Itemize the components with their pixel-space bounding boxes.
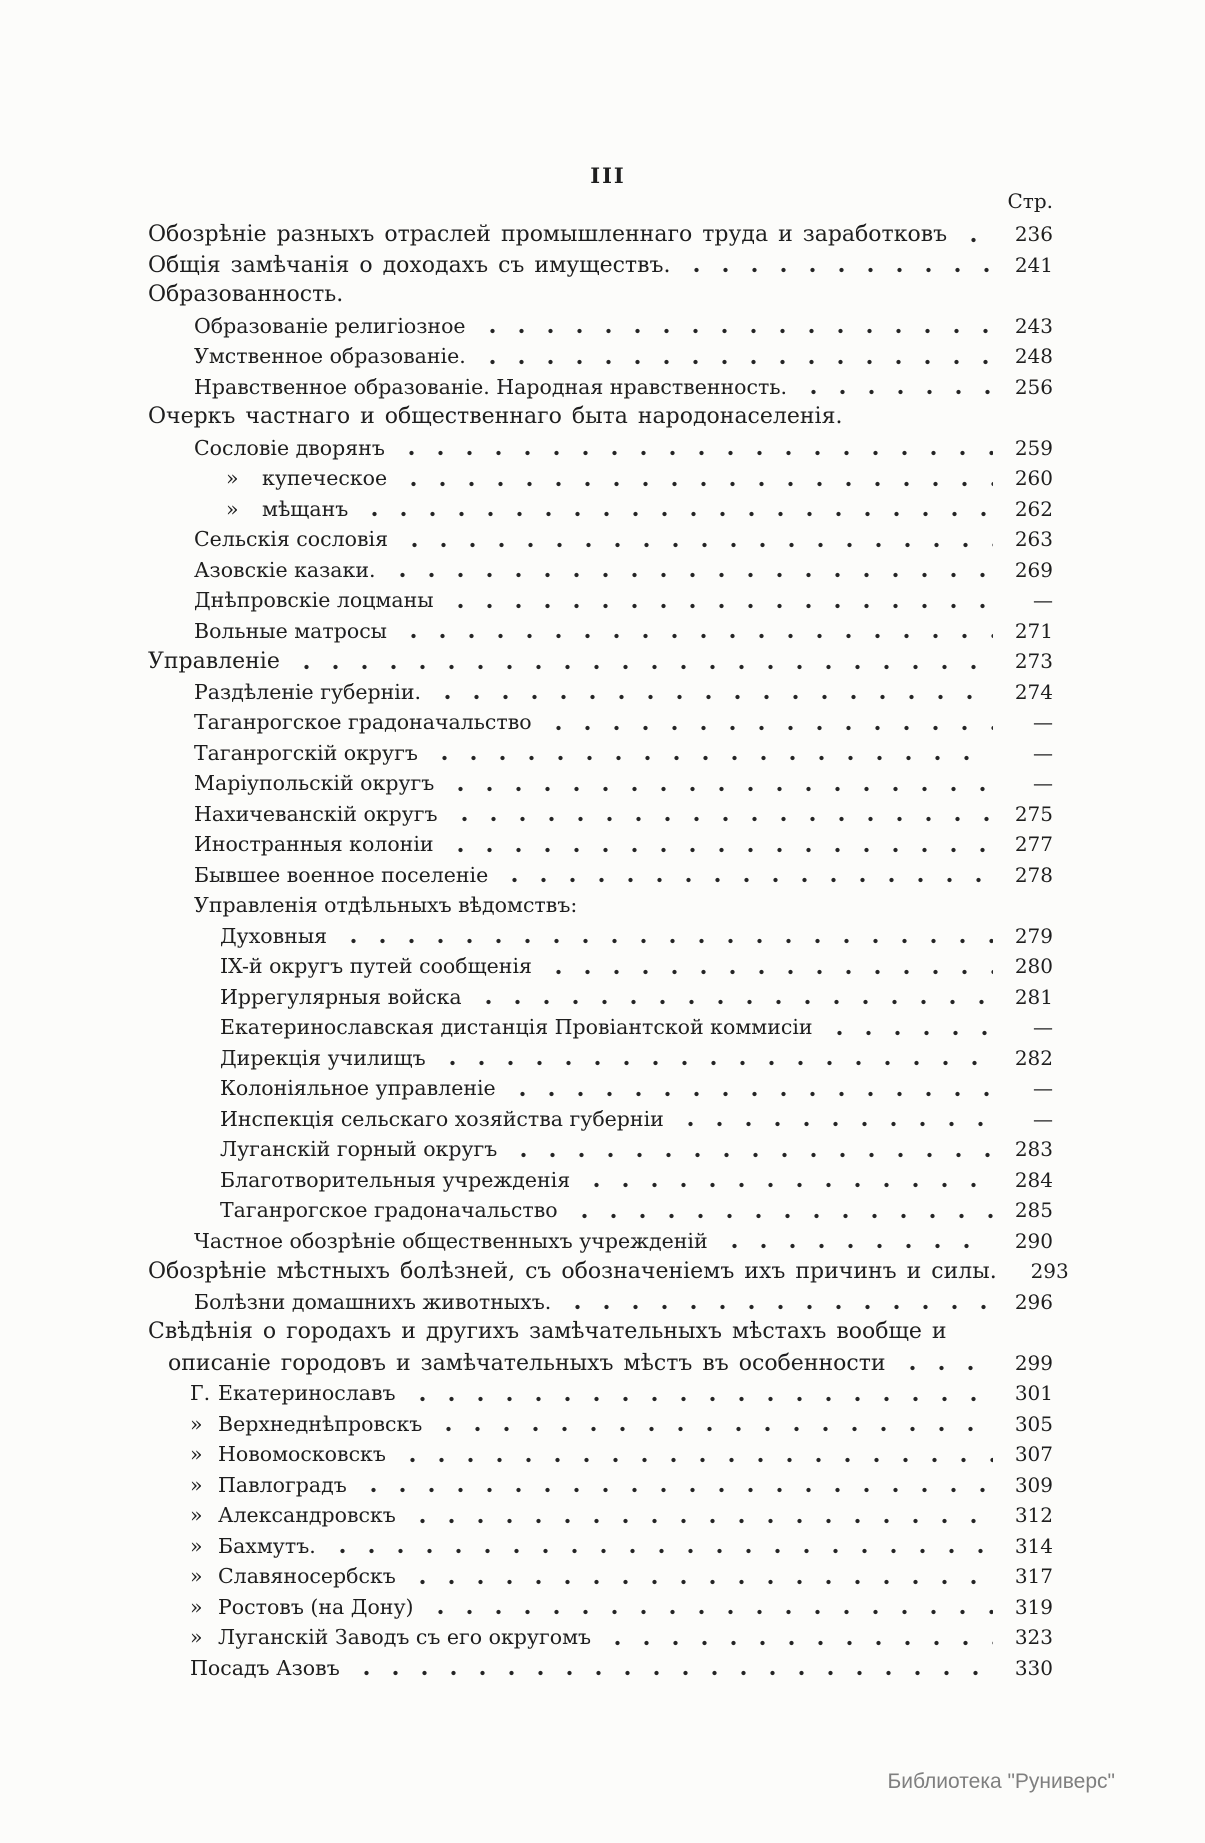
entry-page: 284 bbox=[1014, 1167, 1053, 1192]
entry-page: 274 bbox=[1014, 679, 1053, 704]
entry-title: Благотворительныя учрежденія bbox=[220, 1167, 571, 1192]
entry-marker: » bbox=[190, 1594, 203, 1619]
entry-title: описаніе городовъ и замѣчательныхъ мѣстъ въ особенности bbox=[168, 1350, 886, 1376]
entry-title: Бахмутъ. bbox=[218, 1533, 316, 1558]
toc-entry bbox=[226, 494, 1053, 525]
entry-title: Болѣзни домашнихъ животныхъ. bbox=[194, 1289, 552, 1314]
toc-entry bbox=[148, 646, 1053, 677]
dot-leader bbox=[438, 1043, 993, 1074]
toc-entry bbox=[194, 890, 1053, 921]
toc-entry bbox=[220, 1012, 1053, 1043]
dot-leader bbox=[570, 1195, 993, 1226]
toc-entry bbox=[220, 1165, 1053, 1196]
entry-page: 323 bbox=[1014, 1625, 1053, 1649]
entry-title: Обозрѣніе разныхъ отраслей промышленнаго труда и заработковъ bbox=[148, 222, 948, 247]
entry-page: 275 bbox=[1014, 801, 1053, 826]
dot-leader bbox=[898, 1348, 993, 1379]
toc-entry bbox=[194, 585, 1053, 616]
toc-entry bbox=[226, 463, 1053, 494]
entry-title: Таганрогское градоначальство bbox=[194, 710, 532, 734]
toc-entry bbox=[194, 433, 1053, 464]
entry-page: 290 bbox=[1014, 1228, 1053, 1253]
entry-page: 305 bbox=[1014, 1411, 1053, 1436]
toc-entry bbox=[220, 1104, 1053, 1135]
toc-entry bbox=[168, 1348, 1053, 1379]
toc-entry bbox=[194, 768, 1053, 799]
dot-leader bbox=[446, 585, 993, 616]
toc-entry bbox=[190, 1531, 1053, 1562]
entry-page: 279 bbox=[1014, 923, 1053, 948]
entry-title: IX-й округъ путей сообщенія bbox=[220, 954, 532, 978]
entry-page: 330 bbox=[1014, 1655, 1053, 1680]
toc-entry bbox=[220, 1134, 1053, 1165]
entry-marker: » bbox=[190, 1564, 203, 1588]
entry-title: Верхнеднѣпровскъ bbox=[218, 1411, 423, 1436]
entry-title: Дирекція училищъ bbox=[220, 1045, 426, 1070]
entry-title: Образованность. bbox=[148, 282, 344, 307]
entry-page: — bbox=[1033, 710, 1053, 734]
entry-title: Таганрогскій округъ bbox=[194, 740, 418, 765]
toc-entry bbox=[190, 1622, 1053, 1653]
toc-list bbox=[148, 219, 1069, 1683]
entry-page: 281 bbox=[1014, 984, 1053, 1009]
entry-page: 278 bbox=[1014, 862, 1053, 887]
entry-title: Новомосковскъ bbox=[218, 1442, 386, 1466]
entry-title: Свѣдѣнія о городахъ и другихъ замѣчательныхъ мѣстахъ вообще и bbox=[148, 1319, 947, 1344]
toc-entry bbox=[194, 616, 1053, 647]
entry-title: Азовскіе казаки. bbox=[194, 557, 376, 582]
dot-leader bbox=[544, 707, 993, 738]
entry-title: купеческое bbox=[262, 466, 388, 490]
entry-page: 236 bbox=[1014, 222, 1053, 246]
entry-page: — bbox=[1033, 1015, 1053, 1039]
dot-leader bbox=[959, 1317, 993, 1348]
entry-title: Управленіе bbox=[148, 649, 280, 674]
entry-page: 299 bbox=[1014, 1350, 1053, 1375]
entry-title: Обозрѣніе мѣстныхъ болѣзней, съ обозначеніемъ ихъ причинъ и силы. bbox=[148, 1259, 997, 1284]
toc-entry bbox=[190, 1470, 1053, 1501]
toc-entry bbox=[190, 1592, 1053, 1623]
dot-leader bbox=[397, 433, 993, 464]
entry-title: Управленія отдѣльныхъ вѣдомствъ: bbox=[194, 893, 578, 917]
entry-page: 296 bbox=[1014, 1289, 1053, 1314]
dot-leader bbox=[339, 921, 993, 952]
entry-page: 307 bbox=[1014, 1442, 1053, 1466]
entry-page: 312 bbox=[1014, 1503, 1053, 1527]
dot-leader bbox=[450, 799, 993, 830]
toc-entry bbox=[194, 1226, 1053, 1257]
dot-leader bbox=[478, 311, 993, 342]
entry-page: 280 bbox=[1014, 954, 1053, 978]
library-watermark: Библиотека "Руниверс" bbox=[887, 1770, 1115, 1793]
page-column-header: Стр. bbox=[1007, 189, 1053, 213]
dot-leader bbox=[408, 1500, 993, 1531]
entry-title: Таганрогское градоначальство bbox=[220, 1198, 558, 1222]
entry-page: 317 bbox=[1014, 1564, 1053, 1588]
entry-title: Инспекція сельскаго хозяйства губерніи bbox=[220, 1106, 664, 1131]
toc-entry bbox=[194, 341, 1053, 372]
entry-title: Колоніяльное управленіе bbox=[220, 1076, 496, 1100]
entry-title: Сословіе дворянъ bbox=[194, 435, 385, 460]
entry-title: Маріупольскій округъ bbox=[194, 771, 435, 795]
entry-marker: Г. bbox=[190, 1381, 211, 1405]
toc-entry bbox=[190, 1378, 1053, 1409]
entry-title: Иностранныя колоніи bbox=[194, 832, 434, 856]
dot-leader bbox=[682, 250, 993, 281]
dot-leader bbox=[589, 890, 993, 921]
dot-leader bbox=[508, 1073, 993, 1104]
entry-marker: » bbox=[226, 466, 239, 490]
entry-title: Екатеринославская дистанція Провіантской коммисіи bbox=[220, 1015, 813, 1039]
toc-entry bbox=[194, 524, 1053, 555]
dot-leader bbox=[720, 1226, 993, 1257]
toc-entry bbox=[220, 1195, 1053, 1226]
entry-title: Днѣпровскіе лоцманы bbox=[194, 588, 434, 612]
dot-leader bbox=[854, 402, 993, 433]
toc-entry bbox=[220, 1043, 1053, 1074]
dot-leader bbox=[509, 1134, 993, 1165]
dot-leader bbox=[582, 1165, 993, 1196]
entry-marker: » bbox=[190, 1442, 203, 1466]
entry-title: Духовныя bbox=[220, 923, 328, 948]
entry-title: Частное обозрѣніе общественныхъ учрежденій bbox=[194, 1228, 708, 1253]
dot-leader bbox=[360, 494, 993, 525]
toc-entry bbox=[194, 372, 1053, 403]
dot-leader bbox=[408, 1378, 993, 1409]
entry-title: Вольные матросы bbox=[194, 618, 387, 643]
dot-leader bbox=[408, 1561, 993, 1592]
toc-entry bbox=[190, 1439, 1053, 1470]
entry-page: 263 bbox=[1014, 527, 1053, 551]
dot-leader bbox=[446, 768, 993, 799]
dot-leader bbox=[399, 463, 993, 494]
dot-leader bbox=[328, 1531, 993, 1562]
dot-leader bbox=[400, 524, 993, 555]
toc-entry bbox=[148, 250, 1053, 281]
entry-page: — bbox=[1033, 740, 1053, 765]
toc-entry bbox=[148, 280, 1053, 311]
dot-leader bbox=[434, 1409, 993, 1440]
entry-page: 285 bbox=[1014, 1198, 1053, 1222]
entry-title: Иррегулярныя войска bbox=[220, 984, 462, 1009]
entry-title: Посадъ Азовъ bbox=[190, 1655, 340, 1680]
entry-page: 282 bbox=[1014, 1045, 1053, 1070]
toc-entry bbox=[194, 738, 1053, 769]
entry-marker: » bbox=[190, 1625, 203, 1649]
entry-marker: » bbox=[226, 496, 239, 521]
dot-leader bbox=[292, 646, 993, 677]
entry-page: 241 bbox=[1014, 252, 1053, 277]
toc-entry bbox=[148, 219, 1053, 250]
dot-leader bbox=[563, 1287, 993, 1318]
entry-page: 248 bbox=[1014, 344, 1053, 368]
dot-leader bbox=[959, 219, 993, 250]
entry-marker: » bbox=[190, 1472, 203, 1497]
entry-page: 273 bbox=[1014, 649, 1053, 673]
toc-entry bbox=[148, 402, 1053, 433]
entry-title: Очеркъ частнаго и общественнаго быта народонаселенія. bbox=[148, 404, 843, 429]
entry-title: Сельскія сословія bbox=[194, 527, 388, 551]
toc-entry bbox=[194, 707, 1053, 738]
toc-entry bbox=[194, 860, 1053, 891]
toc-entry bbox=[194, 677, 1053, 708]
entry-marker: » bbox=[190, 1533, 203, 1558]
entry-page: 301 bbox=[1014, 1381, 1053, 1405]
toc-entry bbox=[194, 799, 1053, 830]
dot-leader bbox=[544, 951, 993, 982]
entry-title: Екатеринославъ bbox=[218, 1381, 396, 1405]
toc-entry bbox=[148, 1256, 1069, 1287]
toc-entry bbox=[190, 1653, 1053, 1684]
entry-title: Александровскъ bbox=[218, 1503, 396, 1527]
entry-page: 262 bbox=[1014, 496, 1053, 521]
dot-leader bbox=[426, 1592, 993, 1623]
dot-leader bbox=[676, 1104, 993, 1135]
entry-page: 271 bbox=[1014, 618, 1053, 643]
entry-page: 309 bbox=[1014, 1472, 1053, 1497]
entry-title: Бывшее военное поселеніе bbox=[194, 862, 489, 887]
entry-title: Луганскій Заводъ съ его округомъ bbox=[218, 1625, 592, 1649]
entry-marker: » bbox=[190, 1411, 203, 1436]
entry-title: Нахичеванскій округъ bbox=[194, 801, 438, 826]
entry-title: Нравственное образованіе. Народная нравственность. bbox=[194, 374, 788, 399]
dot-leader bbox=[433, 677, 993, 708]
entry-page: — bbox=[1033, 1076, 1053, 1100]
entry-page: 243 bbox=[1014, 313, 1053, 338]
dot-leader bbox=[388, 555, 993, 586]
entry-title: Павлоградъ bbox=[218, 1472, 347, 1497]
toc-entry bbox=[220, 1073, 1053, 1104]
dot-leader bbox=[359, 1470, 993, 1501]
entry-title: Раздѣленіе губерніи. bbox=[194, 679, 422, 704]
toc-entry bbox=[220, 951, 1053, 982]
dot-leader bbox=[399, 616, 993, 647]
dot-leader bbox=[825, 1012, 993, 1043]
entry-title: Ростовъ (на Дону) bbox=[218, 1594, 414, 1619]
entry-title: Общія замѣчанія о доходахъ съ имуществъ. bbox=[148, 252, 671, 278]
entry-title: мѣщанъ bbox=[262, 496, 349, 521]
toc-entry bbox=[194, 555, 1053, 586]
toc-entry bbox=[190, 1409, 1053, 1440]
entry-page: 260 bbox=[1014, 466, 1053, 490]
entry-page: 314 bbox=[1014, 1533, 1053, 1558]
entry-page: 269 bbox=[1014, 557, 1053, 582]
entry-page: — bbox=[1033, 1106, 1053, 1131]
page-number-roman: III bbox=[590, 163, 626, 188]
entry-marker: » bbox=[190, 1503, 203, 1527]
entry-page: 293 bbox=[1030, 1259, 1069, 1283]
dot-leader bbox=[398, 1439, 993, 1470]
entry-page: 319 bbox=[1014, 1594, 1053, 1619]
dot-leader bbox=[430, 738, 993, 769]
entry-page: 283 bbox=[1014, 1137, 1053, 1161]
dot-leader bbox=[446, 829, 993, 860]
dot-leader bbox=[478, 341, 993, 372]
entry-title: Умственное образованіе. bbox=[194, 344, 466, 368]
entry-page: 256 bbox=[1014, 374, 1053, 399]
entry-page: 277 bbox=[1014, 832, 1053, 856]
entry-page: 259 bbox=[1014, 435, 1053, 460]
dot-leader bbox=[474, 982, 993, 1013]
dot-leader bbox=[799, 372, 993, 403]
entry-title: Образованіе религіозное bbox=[194, 313, 466, 338]
dot-leader bbox=[500, 860, 993, 891]
toc-entry bbox=[220, 982, 1053, 1013]
dot-leader bbox=[355, 280, 993, 311]
toc-entry bbox=[220, 921, 1053, 952]
dot-leader bbox=[603, 1622, 993, 1653]
toc-entry bbox=[194, 311, 1053, 342]
entry-page: — bbox=[1033, 771, 1053, 795]
toc-entry bbox=[190, 1561, 1053, 1592]
toc-entry bbox=[194, 829, 1053, 860]
toc-entry bbox=[148, 1317, 1053, 1348]
entry-title: Луганскій горный округъ bbox=[220, 1137, 498, 1161]
dot-leader bbox=[352, 1653, 993, 1684]
toc-entry bbox=[194, 1287, 1053, 1318]
entry-title: Славяносербскъ bbox=[218, 1564, 396, 1588]
toc-entry bbox=[190, 1500, 1053, 1531]
entry-page: — bbox=[1033, 588, 1053, 612]
